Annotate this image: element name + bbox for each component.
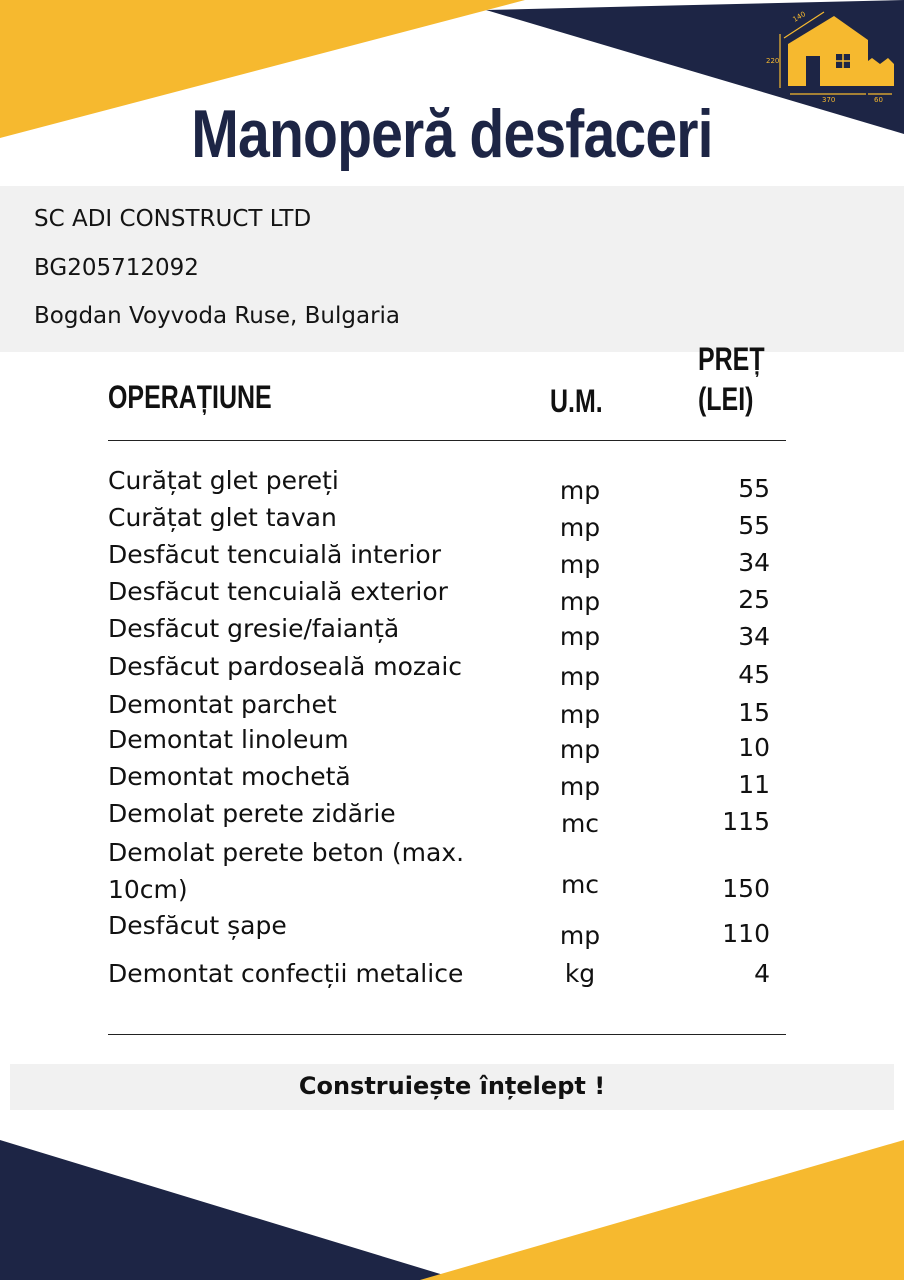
page-title: Manoperă desfaceri — [191, 96, 713, 172]
header-divider — [108, 440, 786, 441]
bottom-left-navy-band — [0, 1140, 460, 1280]
row-price: 110 — [722, 919, 770, 948]
row-price: 25 — [738, 585, 770, 614]
row-price: 55 — [738, 474, 770, 503]
header-price-line2: (LEI) — [698, 381, 754, 417]
row-unit: mc — [560, 870, 600, 899]
row-unit: mp — [559, 921, 601, 950]
row-price: 45 — [738, 660, 770, 689]
footer-slogan: Construiește înțelept ! — [298, 1072, 606, 1100]
row-unit: mp — [559, 662, 601, 691]
footer-panel — [10, 1064, 894, 1110]
row-unit: mp — [559, 772, 601, 801]
row-price: 115 — [722, 807, 770, 836]
logo-dim-right: 60 — [874, 96, 883, 104]
house-blueprint-icon — [764, 6, 898, 106]
row-operation: Demontat confecții metalice — [108, 959, 464, 988]
row-unit: mp — [559, 735, 601, 764]
row-operation: Demontat mochetă — [108, 762, 351, 791]
company-vat: BG205712092 — [34, 255, 199, 281]
row-unit: mc — [560, 809, 600, 838]
row-unit: mp — [559, 476, 601, 505]
row-operation: Demolat perete zidărie — [108, 799, 396, 828]
row-operation: Curățat glet tavan — [108, 503, 337, 532]
row-operation: Demolat perete beton (max. 10cm) — [108, 838, 465, 904]
row-price: 10 — [738, 733, 770, 762]
header-unit: U.M. — [550, 383, 603, 419]
row-price: 150 — [722, 874, 770, 903]
row-price: 34 — [738, 622, 770, 651]
row-unit: mp — [559, 700, 601, 729]
row-unit: mp — [559, 587, 601, 616]
logo-dim-left: 220 — [766, 57, 780, 65]
row-operation: Desfăcut gresie/faianță — [108, 614, 400, 643]
row-unit: mp — [559, 550, 601, 579]
row-operation: Curățat glet pereți — [108, 466, 339, 495]
row-operation: Desfăcut tencuială interior — [108, 540, 441, 569]
row-price: 34 — [738, 548, 770, 577]
row-operation: Desfăcut șape — [108, 911, 287, 940]
logo-dim-bottom: 370 — [822, 96, 836, 104]
row-operation: Demontat linoleum — [108, 725, 349, 754]
company-name: SC ADI CONSTRUCT LTD — [34, 206, 312, 232]
header-operation: OPERAȚIUNE — [108, 379, 272, 415]
table-bottom-divider — [108, 1034, 786, 1035]
row-price: 4 — [754, 959, 770, 988]
header-price-line1: PREȚ — [698, 341, 765, 377]
row-operation: Desfăcut tencuială exterior — [108, 577, 448, 606]
row-operation: Demontat parchet — [108, 690, 337, 719]
row-unit: mp — [559, 622, 601, 651]
row-unit: kg — [564, 959, 596, 988]
company-address: Bogdan Voyvoda Ruse, Bulgaria — [34, 303, 401, 329]
company-info-panel — [0, 186, 904, 352]
row-price: 11 — [738, 770, 770, 799]
row-unit: mp — [559, 513, 601, 542]
row-price: 55 — [738, 511, 770, 540]
row-price: 15 — [738, 698, 770, 727]
bottom-right-yellow-band — [420, 1140, 904, 1280]
logo-dim-top: 140 — [791, 10, 808, 24]
row-operation: Desfăcut pardoseală mozaic — [108, 652, 463, 681]
